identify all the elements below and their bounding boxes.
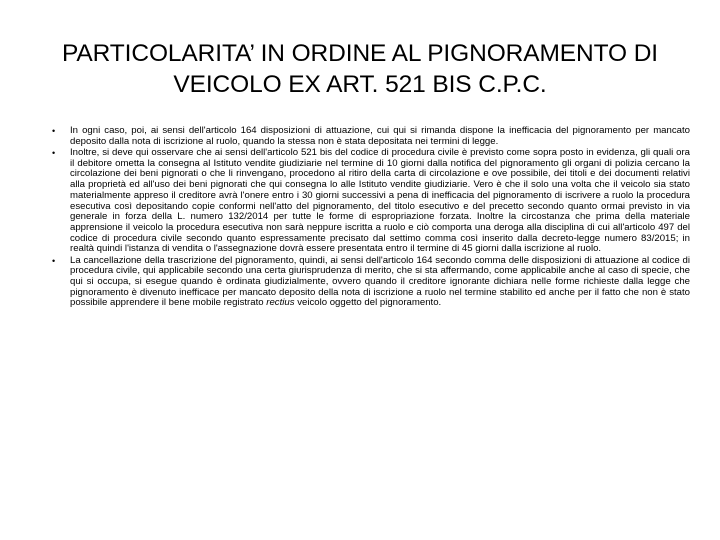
bullet-icon: • (52, 148, 56, 158)
list-item (52, 148, 690, 255)
paragraph-text (70, 255, 690, 309)
list-item (52, 126, 690, 147)
paragraph-text-start: La cancellazione della trascrizione del pignoramento, quindi, ai sensi dell'articolo 164 secondo comma delle disposizioni di attuazione al codice di procedura civile, qui applicabile secondo una certa giurisprudenza di merito, che si sta affermando, come applicabile anche al caso di specie, che qui si occupa, si esegue quando è ordinata giudizialmente, ovvero quando il creditore ignorante dichiara nelle forme richieste dalla legge che pignoramento è divenuto inefficace per mancato deposito della nota di iscrizione a ruolo nel termine stabilito ed anche per il fatto che non è stato possibile apprendere il bene mobile registrato (70, 254, 690, 309)
paragraph-text: In ogni caso, poi, ai sensi dell'articolo 164 disposizioni di attuazione, cui qui si rimanda dispone la inefficacia del pignoramento per mancato deposito dalla nota di iscrizione al ruolo, quando la stessa non è stata depositata nei termini di legge. (70, 125, 690, 147)
bullet-icon: • (52, 255, 56, 266)
bullet-icon: • (52, 126, 56, 136)
list-item (52, 256, 690, 310)
emphasis-word: rectius (266, 297, 295, 309)
paragraph-text-end: veicolo oggetto del pignoramento. (294, 297, 442, 309)
bullet-list (52, 126, 690, 310)
paragraph-text: Inoltre, si deve qui osservare che ai sensi dell'articolo 521 bis del codice di procedura civile è previsto come sopra posto in evidenza, gli quali ora il debitore ometta la consegna al Istituto vendite giudiziarie nel termine di 10 giorni dalla notifica del pignoramento gli organi di polizia cercano la circolazione dei beni pignorati o che li rinvengano, procedono al ritiro della carta di circolazione e ove possibile, dei titoli e dei documenti relativi alla proprietà ed all'uso dei beni pignorati che qui consegna lo alle Istituto vendite giudiziarie. Vero è che il solo una volta che il veicolo sia stato materialmente appreso il creditore avrà l'onere entro i 30 giorni successivi a pena di inefficacia del pignoramento di iscrivere a ruolo la procedura esecutiva così depositando copie conformi nell'atto del pignoramento, del titolo esecutivo e del precetto secondo quanto ormai previsto in via generale in forza della L. numero 132/2014 per tutte le forme di espropriazione forzata. Inoltre la circostanza che prima della materiale apprensione il veicolo la procedura esecutiva non sarà neppure iscritta a ruolo e ciò comporta una deroga alla disciplina di cui all'articolo 497 del codice di procedura civile secondo quanto espressamente precisato dal settimo comma così inserito dalla decreto-legge numero 83/2015; in realtà quindi l'istanza di vendita o l'assegnazione dovrà essere presentata entro il termine di 45 giorni dalla iscrizione al ruolo. (70, 147, 690, 255)
slide-title: PARTICOLARITA’ IN ORDINE AL PIGNORAMENTO DI VEICOLO EX ART. 521 BIS C.P.C. (61, 40, 659, 98)
